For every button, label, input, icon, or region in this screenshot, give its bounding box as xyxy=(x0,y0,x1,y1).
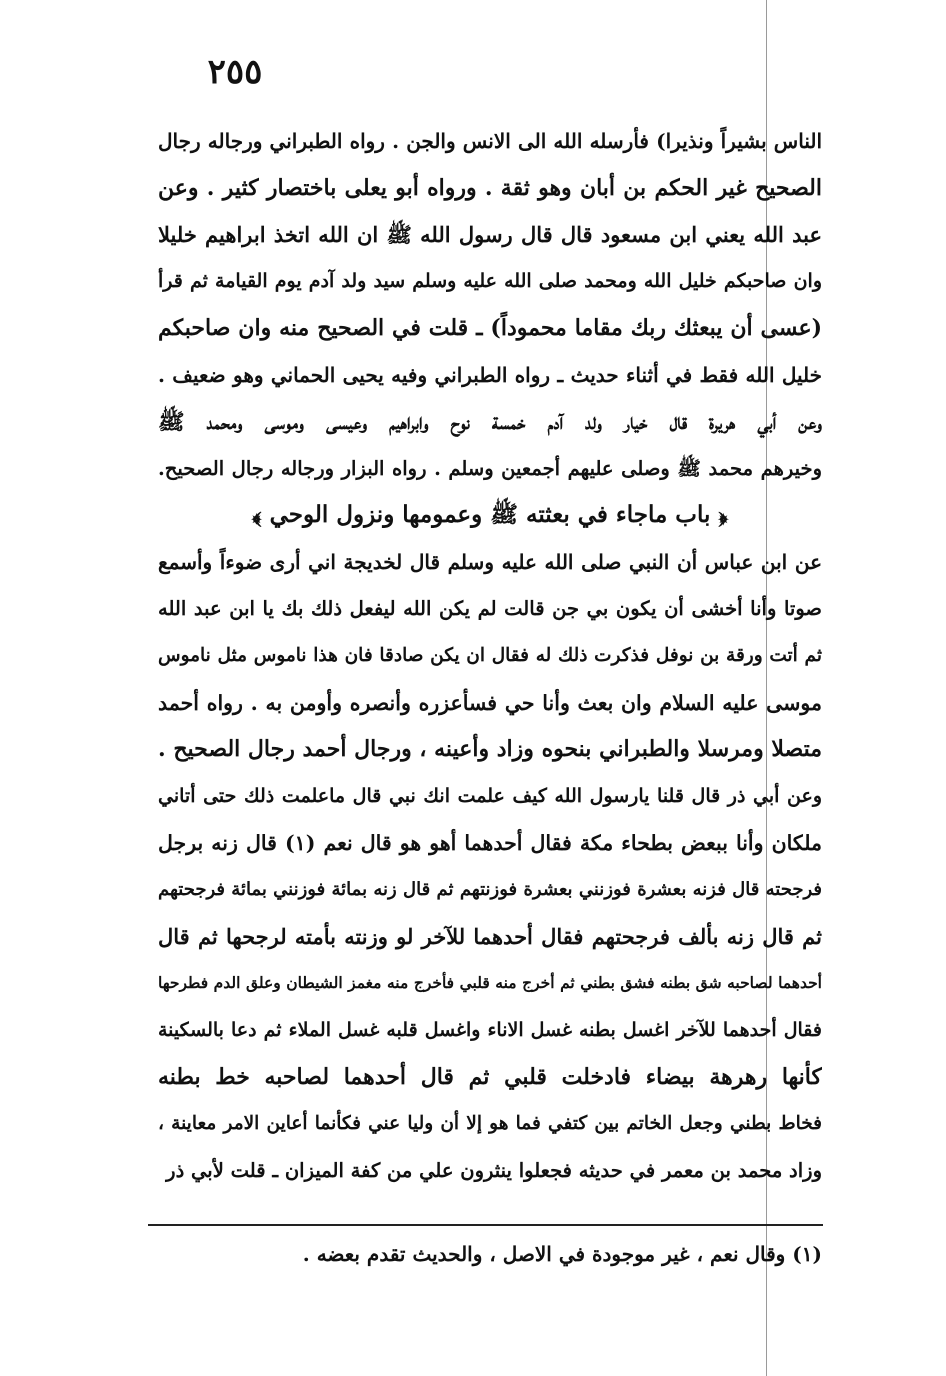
text-line: فقال أحدهما للآخر اغسل بطنه غسل الاناء واغسل قلبه غسل الملاء ثم دعا بالسكينة xyxy=(158,1019,822,1042)
text-line: ملكان وأنا ببعض بطحاء مكة فقال أحدهما أهو هو قال نعم (١) قال زنه برجل xyxy=(158,830,822,855)
text-line: الصحيح غير الحكم بن أبان وهو ثقة . ورواه أبو يعلى باختصار كثير . وعن xyxy=(158,174,822,201)
text-line: وزاد محمد بن معمر في حديثه فجعلوا ينثرون علي من كفة الميزان ـ قلت لأبي ذر xyxy=(166,1158,822,1182)
text-line: فخاط بطني وجعل الخاتم بين كتفي فما هو إلا أن وليا عني فكأنما أعاين الامر معاينة ، xyxy=(158,1112,822,1134)
text-line: فرجحته قال فزنه بعشرة فوزنني بعشرة فوزنتهم ثم قال زنه بمائة فوزنني بمائة فرجحتهم xyxy=(158,878,822,900)
text-line: وعن أبي ذر قال قلنا يارسول الله كيف علمت انك نبي قال ماعلمت ذلك حتى أتاني xyxy=(158,785,822,808)
page-number: ٢٥٥ xyxy=(207,52,263,92)
text-line: موسى عليه السلام وان بعث وأنا حي فسأعزره وأنصره وأومن به . رواه أحمد xyxy=(158,690,822,715)
footnote: (١) وقال نعم ، غير موجودة في الاصل ، والحديث تقدم بعضه . xyxy=(302,1242,822,1266)
text-line: خليل الله فقط في أثناء حديث ـ رواه الطبراني وفيه يحيى الحماني وهو ضعيف . xyxy=(158,362,822,387)
text-line: ثم قال زنه بألف فرجحتهم فقال أحدهما للآخر لو وزنته بأمته لرجحها ثم قال xyxy=(158,923,822,949)
footnote-divider xyxy=(148,1224,823,1226)
text-line: كأنها رهرهة بيضاء فادخلت قلبي ثم قال أحدهما لصاحبه خط بطنه xyxy=(158,1063,822,1090)
text-line: أحدهما لصاحبه شق بطنه فشق بطني ثم أخرج منه قلبي فأخرج منه مغمز الشيطان وعلق الدم فطرحها xyxy=(158,973,822,993)
text-line: عن ابن عباس أن النبي صلى الله عليه وسلم قال لخديجة اني أرى ضوءاً وأسمع xyxy=(158,550,822,575)
text-line: صوتا وأنا أخشى أن يكون بي جن قالت لم يكن الله ليفعل ذلك بك يا ابن عبد الله xyxy=(158,596,822,620)
text-line: وعن أبي هريرة قال خيار ولد آدم خمسة نوح وابراهيم وعيسى وموسى ومحمد ﷺ xyxy=(158,408,822,435)
text-line: وان صاحبكم خليل الله ومحمد صلى الله عليه وسلم سيد ولد آدم يوم القيامة ثم قرأ xyxy=(158,270,822,293)
text-line: متصلا ومرسلا والطبراني بنحوه وزاد وأعينه ، ورجال أحمد رجال الصحيح . xyxy=(158,736,822,763)
text-line: ثم أتت ورقة بن نوفل فذكرت ذلك له فقال ان يكن صادقا فان هذا ناموس مثل ناموس xyxy=(158,644,822,666)
text-line: وخيرهم محمد ﷺ وصلى عليهم أجمعين وسلم . رواه البزار ورجاله رجال الصحيح. xyxy=(158,456,822,480)
text-line: عبد الله يعني ابن مسعود قال قال رسول الله ﷺ ان الله اتخذ ابراهيم خليلا xyxy=(158,221,822,247)
text-line: الناس بشيراً ونذيرا) فأرسله الله الى الانس والجن . رواه الطبراني ورجاله رجال xyxy=(158,129,822,153)
body-text xyxy=(158,118,822,1194)
text-line: (عسى أن يبعثك ربك مقاما محموداً) ـ قلت في الصحيح منه وان صاحبكم xyxy=(158,315,822,342)
chapter-heading: ﴿ باب ماجاء في بعثته ﷺ وعمومها ونزول الوحي ﴾ xyxy=(252,501,728,529)
